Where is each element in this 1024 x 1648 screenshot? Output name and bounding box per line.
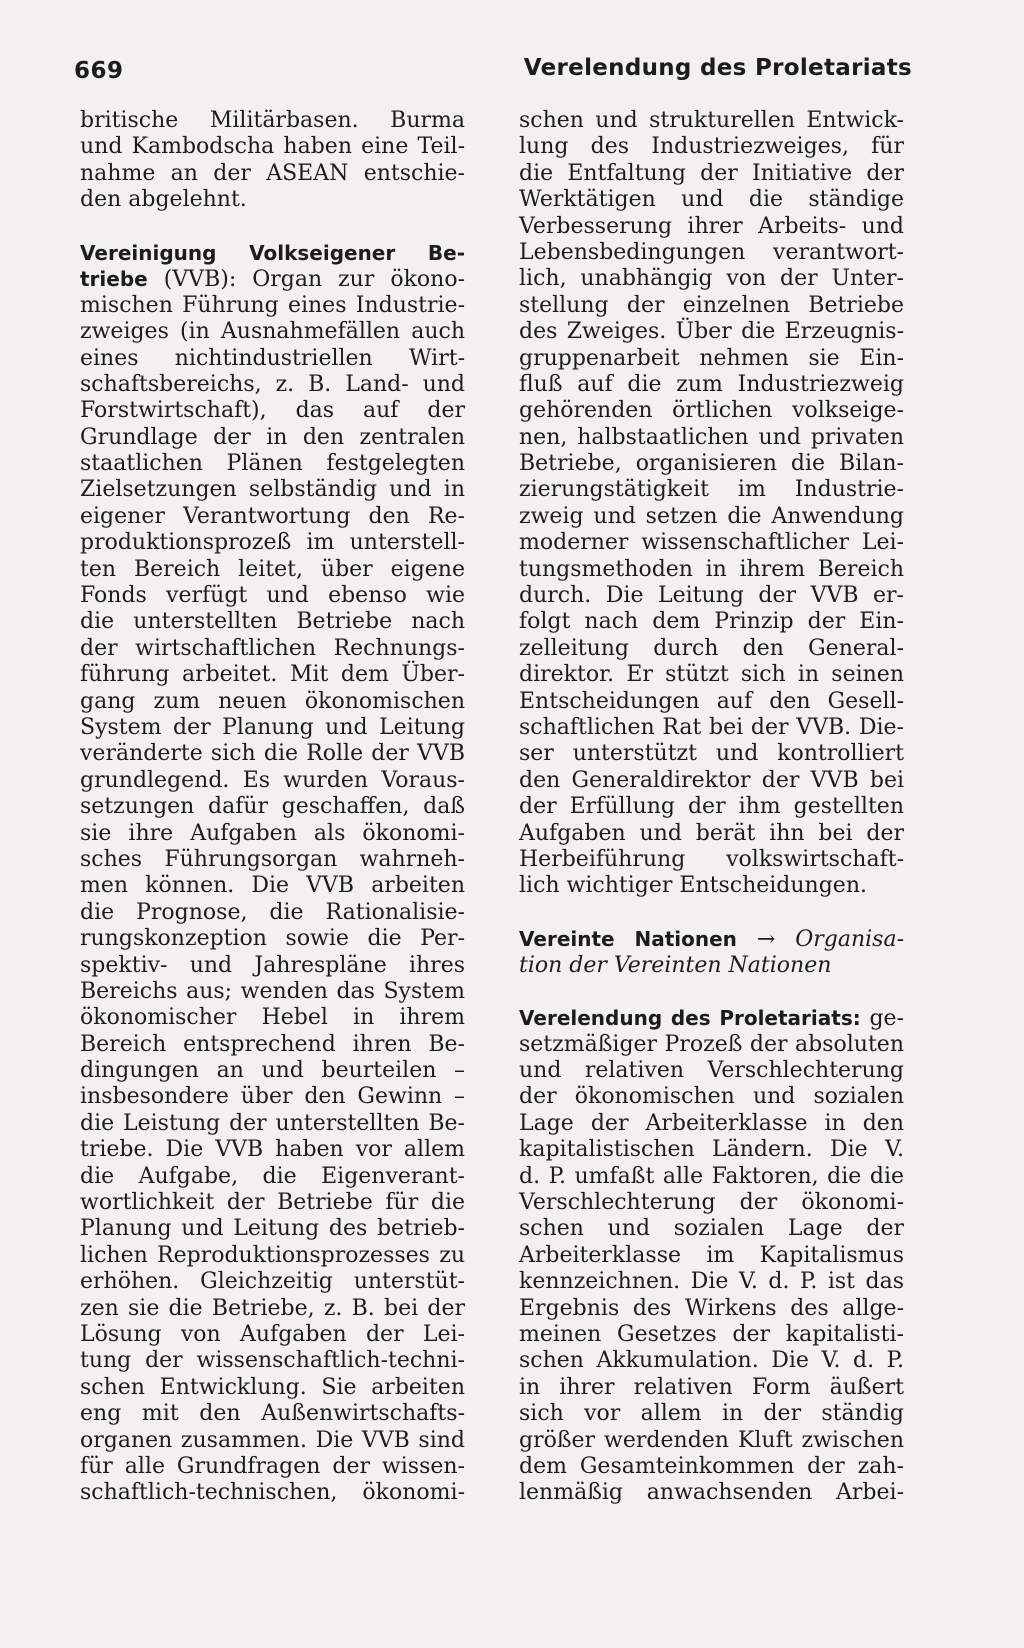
- right-column: [519, 108, 904, 1507]
- entry-vvb: [80, 240, 465, 1507]
- text-line: moderner wissenschaftlicher Lei-: [519, 530, 904, 556]
- text-line: schaftsbereichs, z. B. Land- und: [80, 371, 465, 397]
- text-line: Verbesserung ihrer Arbeits- und: [519, 213, 904, 239]
- text-line: Lage der Arbeiterklasse in den: [519, 1110, 904, 1136]
- text-line: meinen Gesetzes der kapitalisti-: [519, 1321, 904, 1347]
- entry-verelendung: [519, 1005, 904, 1506]
- text-line: lung des Industriezweiges, für: [519, 134, 904, 160]
- text-line: schaftlichen Rat bei der VVB. Die-: [519, 714, 904, 740]
- text-line: Bereichs aus; wenden das System: [80, 978, 465, 1004]
- text-line: tung der wissenschaftlich-techni-: [80, 1348, 465, 1374]
- entry-heading-line: [80, 240, 465, 266]
- text-line: fluß auf die zum Industriezweig: [519, 371, 904, 397]
- text-line: lich wichtiger Entscheidungen.: [519, 873, 867, 899]
- text-line: Zielsetzungen selbständig und in: [80, 477, 465, 503]
- text-line: Verschlechterung der ökonomi-: [519, 1190, 904, 1216]
- text-line: zen sie die Betriebe, z. B. bei der: [80, 1295, 465, 1321]
- text-line: Betriebe, organisieren die Bilan-: [519, 451, 904, 477]
- text-line: Arbeiterklasse im Kapitalismus: [519, 1242, 904, 1268]
- text-line: und Kambodscha haben eine Teil-: [80, 134, 465, 160]
- text-line: sich vor allem in der ständig: [519, 1401, 904, 1427]
- text-line: sches Führungsorgan wahrneh-: [80, 846, 465, 872]
- text-line: zweig und setzen die Anwendung: [519, 503, 904, 529]
- vvb-body: [80, 293, 465, 1507]
- entry-vereinte-nationen: [519, 926, 904, 979]
- text-line: Aufgaben und berät ihn bei der: [519, 820, 904, 846]
- text-line: rungskonzeption sowie die Per-: [80, 926, 465, 952]
- text-line: triebe. Die VVB haben vor allem: [80, 1137, 465, 1163]
- text-line: britische Militärbasen. Burma: [80, 108, 465, 133]
- text-line: ökonomischer Hebel in ihrem: [80, 1005, 465, 1031]
- entry-asean-tail: [80, 108, 465, 214]
- text-line: d. P. umfaßt alle Faktoren, die die: [519, 1163, 904, 1189]
- text-line: veränderte sich die Rolle der VVB: [80, 741, 465, 767]
- text-line: folgt nach dem Prinzip der Ein-: [519, 609, 904, 635]
- text-line: ser unterstützt und kontrolliert: [519, 741, 904, 767]
- text-line: gehörenden örtlichen volkseige-: [519, 398, 904, 424]
- text-line: kennzeichnen. Die V. d. P. ist das: [519, 1269, 904, 1295]
- text-line: schen Entwicklung. Sie arbeiten: [80, 1374, 465, 1400]
- text-line: gang zum neuen ökonomischen: [80, 688, 465, 714]
- text-line: zelleitung durch den General-: [519, 635, 904, 661]
- text-line: Ergebnis des Wirkens des allge-: [519, 1295, 904, 1321]
- text-line: System der Planung und Leitung: [80, 714, 465, 740]
- text-line: zweiges (in Ausnahmefällen auch: [80, 319, 465, 345]
- text-line: für alle Grundfragen der wissen-: [80, 1453, 465, 1479]
- text-line: spektiv- und Jahrespläne ihres: [80, 952, 465, 978]
- text-line: gruppenarbeit nehmen sie Ein-: [519, 345, 904, 371]
- text-line: und relativen Verschlechterung: [519, 1058, 904, 1084]
- text-line: Planung und Leitung des betrieb-: [80, 1216, 465, 1242]
- cross-reference-cont: tion der Vereinten Nationen: [519, 952, 832, 978]
- text-line: [519, 926, 904, 952]
- text-line: die Prognose, die Rationalisie-: [80, 899, 465, 925]
- text-line: zierungstätigkeit im Industrie-: [519, 477, 904, 503]
- text-line: Forstwirtschaft), das auf der: [80, 398, 465, 424]
- text-line: setzungen dafür geschaffen, daß: [80, 794, 465, 820]
- text-line: staatlichen Plänen festgelegten: [80, 451, 465, 477]
- text-line: die unterstellten Betriebe nach: [80, 609, 465, 635]
- text-line: durch. Die Leitung der VVB er-: [519, 583, 904, 609]
- text-line: kapitalistischen Ländern. Die V.: [519, 1137, 904, 1163]
- text-line: Werktätigen und die ständige: [519, 187, 904, 213]
- text-line: nen, halbstaatlichen und privaten: [519, 424, 904, 450]
- text-line: produktionsprozeß im unterstell-: [80, 530, 465, 556]
- text-line: eigener Verantwortung den Re-: [80, 503, 465, 529]
- arrow-icon: →: [756, 927, 776, 953]
- text-line: der wirtschaftlichen Rechnungs-: [80, 635, 465, 661]
- text-line: sie ihre Aufgaben als ökonomi-: [80, 820, 465, 846]
- text-line: des Zweiges. Über die Erzeugnis-: [519, 319, 904, 345]
- text-line: lichen Reproduktionsprozesses zu: [80, 1242, 465, 1268]
- left-column: [80, 108, 465, 1507]
- text-line: schen und sozialen Lage der: [519, 1216, 904, 1242]
- text-line: schaftlich-technischen, ökonomi-: [80, 1480, 465, 1506]
- text-line: führung arbeitet. Mit dem Über-: [80, 662, 465, 688]
- text-line: Fonds verfügt und ebenso wie: [80, 583, 465, 609]
- text-line: die Aufgabe, die Eigenverant-: [80, 1163, 465, 1189]
- text-line: [80, 266, 465, 292]
- page-number: 669: [74, 58, 124, 84]
- text-line: grundlegend. Es wurden Voraus-: [80, 767, 465, 793]
- text-line: stellung der einzelnen Betriebe: [519, 292, 904, 318]
- text-line: Herbeiführung volkswirtschaft-: [519, 846, 904, 872]
- text-line: den abgelehnt.: [80, 187, 247, 213]
- text-line: men können. Die VVB arbeiten: [80, 873, 465, 899]
- text-line: in ihrer relativen Form äußert: [519, 1374, 904, 1400]
- text-line: insbesondere über den Gewinn –: [80, 1084, 465, 1110]
- text-fragment: (VVB): Organ zur ökono-: [147, 267, 465, 293]
- entry-heading-cont: triebe: [80, 267, 148, 292]
- text-line: die Entfaltung der Initiative der: [519, 160, 904, 186]
- text-line: [519, 1005, 904, 1031]
- text-line: dem Gesamteinkommen der zah-: [519, 1453, 904, 1479]
- text-line: lenmäßig anwachsenden Arbei-: [519, 1480, 904, 1506]
- entry-vvb-continued: [519, 108, 904, 900]
- text-line: organen zusammen. Die VVB sind: [80, 1427, 465, 1453]
- text-line: eng mit den Außenwirtschafts-: [80, 1401, 465, 1427]
- text-line: schen und strukturellen Entwick-: [519, 108, 904, 133]
- text-line: Bereich entsprechend ihren Be-: [80, 1031, 465, 1057]
- text-line: Lebensbedingungen verantwort-: [519, 239, 904, 265]
- text-line: dingungen an und beurteilen –: [80, 1058, 465, 1084]
- text-line: schen Akkumulation. Die V. d. P.: [519, 1348, 904, 1374]
- text-line: den Generaldirektor der VVB bei: [519, 767, 904, 793]
- text-line: lich, unabhängig von der Unter-: [519, 266, 904, 292]
- verelendung-body: [519, 1032, 904, 1507]
- text-line: direktor. Er stützt sich in seinen: [519, 662, 904, 688]
- text-line: setzmäßiger Prozeß der absoluten: [519, 1031, 904, 1057]
- text-line: mischen Führung eines Industrie-: [80, 292, 465, 318]
- entry-heading: Verelendung des Proletariats:: [519, 1006, 861, 1031]
- text-line: nahme an der ASEAN entschie-: [80, 160, 465, 186]
- text-line: der Erfüllung der ihm gestellten: [519, 794, 904, 820]
- text-line: erhöhen. Gleichzeitig unterstüt-: [80, 1269, 465, 1295]
- text-line: eines nichtindustriellen Wirt-: [80, 345, 465, 371]
- text-line: der ökonomischen und sozialen: [519, 1084, 904, 1110]
- text-line: wortlichkeit der Betriebe für die: [80, 1190, 465, 1216]
- text-line: Lösung von Aufgaben der Lei-: [80, 1321, 465, 1347]
- text-line: tungsmethoden in ihrem Bereich: [519, 556, 904, 582]
- text-line: Grundlage der in den zentralen: [80, 424, 465, 450]
- text-line: größer werdenden Kluft zwischen: [519, 1427, 904, 1453]
- entry-heading: Vereinigung Volkseigener Be-: [80, 240, 465, 265]
- text-fragment: ge-: [860, 1006, 904, 1032]
- entry-heading: Vereinte Nationen: [519, 927, 737, 952]
- text-line: ten Bereich leitet, über eigene: [80, 556, 465, 582]
- running-title: Verelendung des Proletariats: [523, 55, 912, 81]
- cross-reference: Organisa-: [795, 927, 904, 953]
- text-line: Entscheidungen auf den Gesell-: [519, 688, 904, 714]
- text-line: die Leistung der unterstellten Be-: [80, 1110, 465, 1136]
